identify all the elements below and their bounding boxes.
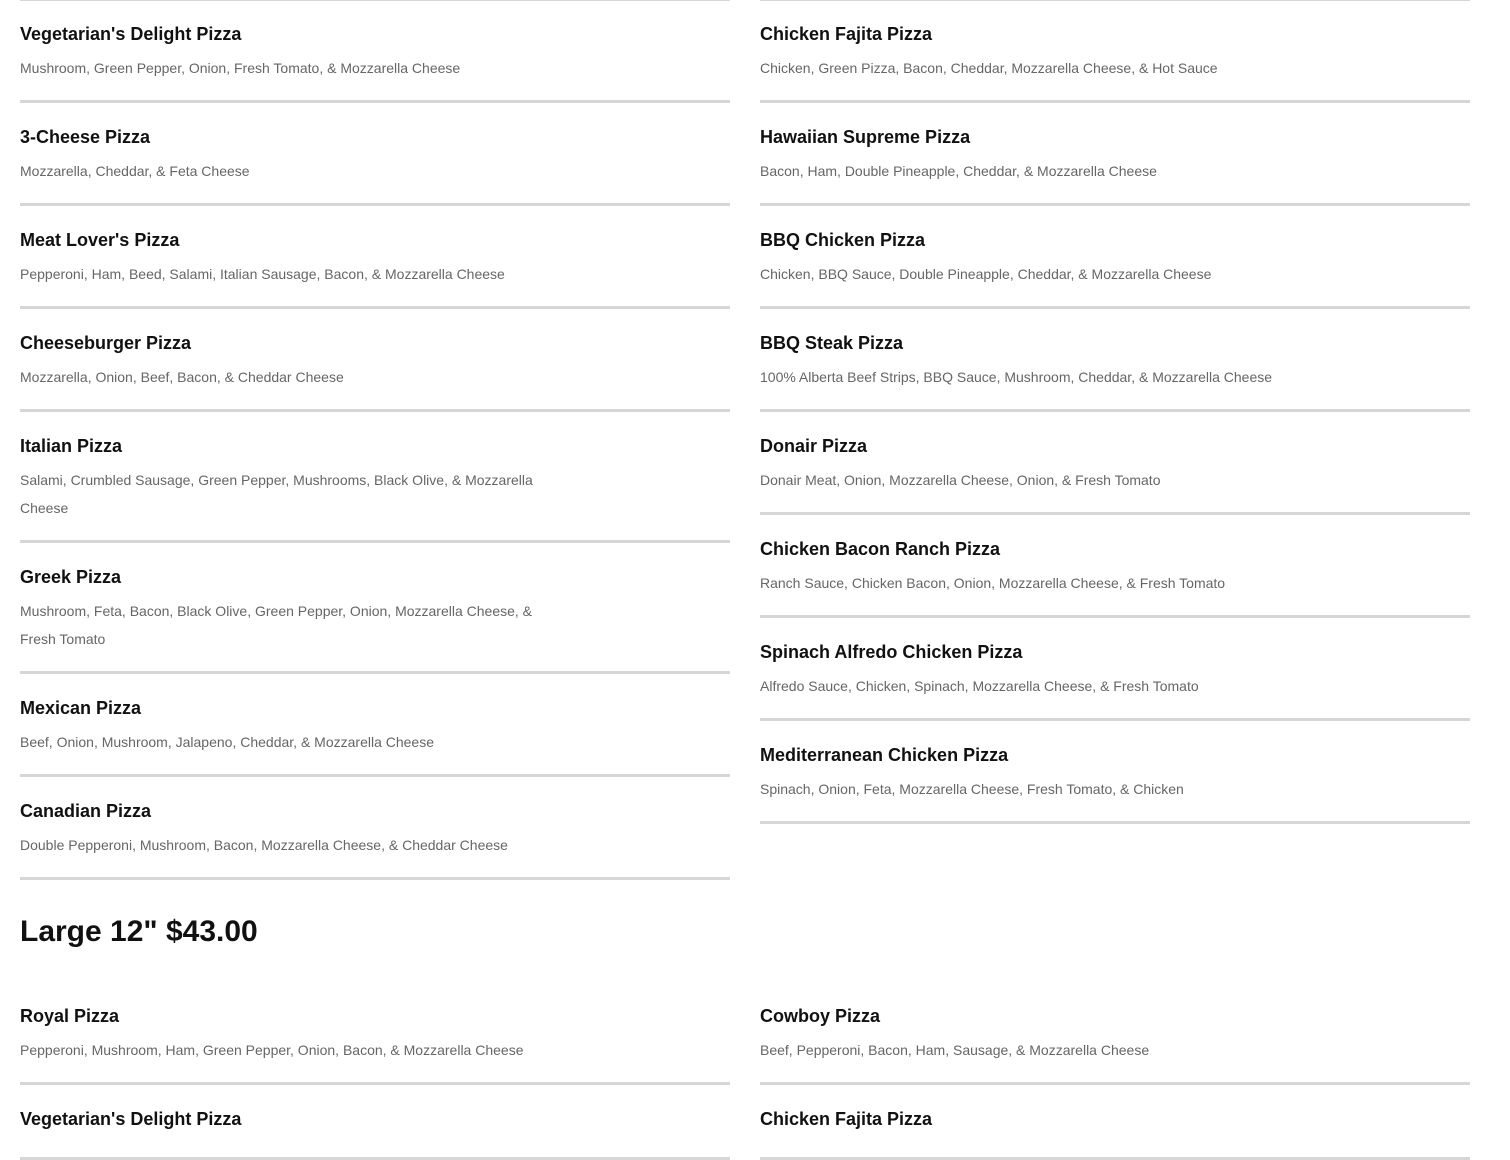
menu-section-large xyxy=(20,982,1470,1160)
menu-item xyxy=(760,309,1470,412)
menu-item xyxy=(760,103,1470,206)
item-description: Beef, Onion, Mushroom, Jalapeno, Cheddar, & Mozzarella Cheese xyxy=(20,734,435,750)
menu-item xyxy=(760,982,1470,1085)
item-name: Donair Pizza xyxy=(760,436,868,456)
item-name: Meat Lover's Pizza xyxy=(20,230,180,250)
item-name: BBQ Steak Pizza xyxy=(760,333,904,353)
item-name: Vegetarian's Delight Pizza xyxy=(20,1109,242,1129)
item-description: 100% Alberta Beef Strips, BBQ Sauce, Mushroom, Cheddar, & Mozzarella Cheese xyxy=(760,369,1273,385)
item-description: Alfredo Sauce, Chicken, Spinach, Mozzarella Cheese, & Fresh Tomato xyxy=(760,678,1199,694)
menu-column-left xyxy=(20,982,730,1160)
menu-item xyxy=(20,412,730,543)
menu-item xyxy=(20,103,730,206)
menu-section-medium xyxy=(20,0,1470,880)
item-name: Chicken Fajita Pizza xyxy=(760,24,933,44)
item-name: Spinach Alfredo Chicken Pizza xyxy=(760,642,1023,662)
item-description: Chicken, BBQ Sauce, Double Pineapple, Cheddar, & Mozzarella Cheese xyxy=(760,266,1212,282)
menu-item xyxy=(760,618,1470,721)
menu-item xyxy=(20,543,730,674)
section-heading-large: Large 12" $43.00 xyxy=(20,915,258,948)
menu-item xyxy=(760,0,1470,103)
item-name: Vegetarian's Delight Pizza xyxy=(20,24,242,44)
item-description: Donair Meat, Onion, Mozzarella Cheese, Onion, & Fresh Tomato xyxy=(760,472,1161,488)
item-name: Chicken Bacon Ranch Pizza xyxy=(760,539,1001,559)
menu-item xyxy=(20,777,730,880)
item-description: Pepperoni, Mushroom, Ham, Green Pepper, Onion, Bacon, & Mozzarella Cheese xyxy=(20,1042,524,1058)
menu-column-left xyxy=(20,0,730,880)
item-description: Spinach, Onion, Feta, Mozzarella Cheese, Fresh Tomato, & Chicken xyxy=(760,781,1184,797)
item-description: Mozzarella, Cheddar, & Feta Cheese xyxy=(20,163,250,179)
item-description: Pepperoni, Ham, Beed, Salami, Italian Sausage, Bacon, & Mozzarella Cheese xyxy=(20,266,505,282)
item-description: Mushroom, Green Pepper, Onion, Fresh Tomato, & Mozzarella Cheese xyxy=(20,60,461,76)
menu-item xyxy=(760,1085,1470,1160)
menu-column-right xyxy=(760,0,1470,824)
item-description: Mushroom, Feta, Bacon, Black Olive, Green Pepper, Onion, Mozzarella Cheese, & Fresh Tomato xyxy=(20,603,533,647)
item-name: Cheeseburger Pizza xyxy=(20,333,192,353)
menu-item xyxy=(20,674,730,777)
item-name: Cowboy Pizza xyxy=(760,1006,881,1026)
item-name: Italian Pizza xyxy=(20,436,123,456)
item-name: Mexican Pizza xyxy=(20,698,142,718)
item-description: Mozzarella, Onion, Beef, Bacon, & Cheddar Cheese xyxy=(20,369,344,385)
item-name: Chicken Fajita Pizza xyxy=(760,1109,933,1129)
item-name: 3-Cheese Pizza xyxy=(20,127,151,147)
menu-item xyxy=(760,515,1470,618)
menu-item xyxy=(760,721,1470,824)
item-description: Ranch Sauce, Chicken Bacon, Onion, Mozzarella Cheese, & Fresh Tomato xyxy=(760,575,1226,591)
menu-item xyxy=(20,1085,730,1160)
menu-item xyxy=(760,412,1470,515)
item-name: Hawaiian Supreme Pizza xyxy=(760,127,971,147)
menu-column-right xyxy=(760,982,1470,1160)
item-description: Double Pepperoni, Mushroom, Bacon, Mozzarella Cheese, & Cheddar Cheese xyxy=(20,837,508,853)
item-description: Bacon, Ham, Double Pineapple, Cheddar, & Mozzarella Cheese xyxy=(760,163,1157,179)
item-name: Mediterranean Chicken Pizza xyxy=(760,745,1009,765)
menu-item xyxy=(20,982,730,1085)
item-description: Chicken, Green Pizza, Bacon, Cheddar, Mozzarella Cheese, & Hot Sauce xyxy=(760,60,1218,76)
menu-item xyxy=(20,309,730,412)
menu-item xyxy=(20,0,730,103)
item-description: Beef, Pepperoni, Bacon, Ham, Sausage, & Mozzarella Cheese xyxy=(760,1042,1150,1058)
item-name: Greek Pizza xyxy=(20,567,122,587)
menu-item xyxy=(20,206,730,309)
item-name: Canadian Pizza xyxy=(20,801,152,821)
item-description: Salami, Crumbled Sausage, Green Pepper, Mushrooms, Black Olive, & Mozzarella Cheese xyxy=(20,472,533,516)
menu-item xyxy=(760,206,1470,309)
item-name: Royal Pizza xyxy=(20,1006,120,1026)
item-name: BBQ Chicken Pizza xyxy=(760,230,926,250)
